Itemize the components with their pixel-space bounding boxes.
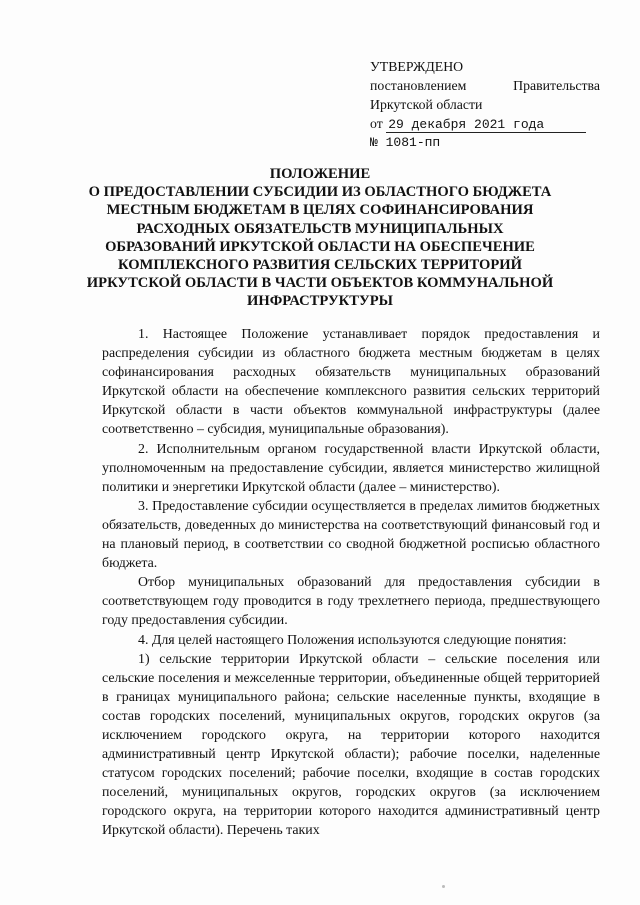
approval-date: 29 декабря 2021 года	[386, 117, 586, 133]
document-title	[60, 165, 580, 311]
approval-resolution-line	[370, 76, 600, 95]
paragraph-2: 2. Исполнительным органом государственной власти Иркутской области, уполномоченным на предоставление субсидии, является министерство жилищной политики и энергетики Иркутской области (далее – министерство).	[102, 441, 600, 495]
paragraph-1: 1. Настоящее Положение устанавливает порядок предоставления и распределения субсидии из областного бюджета местным бюджетам в целях софинансирования расходных обязательств муниципальных образований Иркутской области на обеспечение комплексного развития сельских территорий Иркутской области в части объектов коммунальной инфраструктуры (далее соответственно – субсидия, муниципальные образования).	[102, 327, 600, 438]
document-body	[102, 325, 600, 841]
title-line: МЕСТНЫМ БЮДЖЕТАМ В ЦЕЛЯХ СОФИНАНСИРОВАНИЯ	[106, 202, 534, 219]
scan-speck	[442, 885, 445, 888]
title-line: О ПРЕДОСТАВЛЕНИИ СУБСИДИИ ИЗ ОБЛАСТНОГО БЮДЖЕТА	[88, 184, 552, 201]
approval-region: Иркутской области	[370, 97, 483, 112]
title-line: ИНФРАСТРУКТУРЫ	[247, 293, 393, 310]
title-line: РАСХОДНЫХ ОБЯЗАТЕЛЬСТВ МУНИЦИПАЛЬНЫХ	[136, 220, 504, 237]
approval-number-sign: №	[370, 135, 378, 150]
title-line: ПОЛОЖЕНИЕ	[269, 166, 371, 182]
approval-date-line	[370, 114, 600, 133]
approval-block	[370, 57, 600, 152]
approval-number-line	[370, 133, 600, 152]
title-line: ИРКУТСКОЙ ОБЛАСТИ В ЧАСТИ ОБЪЕКТОВ КОММУНАЛЬНОЙ	[86, 275, 554, 292]
title-line: КОМПЛЕКСНОГО РАЗВИТИЯ СЕЛЬСКИХ ТЕРРИТОРИЙ	[117, 257, 523, 274]
title-line: ОБРАЗОВАНИЙ ИРКУТСКОЙ ОБЛАСТИ НА ОБЕСПЕЧЕНИЕ	[105, 238, 535, 255]
paragraph-4: 4. Для целей настоящего Положения используются следующие понятия:	[138, 632, 567, 648]
approval-date-prefix: от	[370, 116, 383, 131]
approval-number: 1081-пп	[385, 135, 441, 150]
approval-heading: УТВЕРЖДЕНО	[370, 59, 464, 74]
paragraph-3-selection: Отбор муниципальных образований для предоставления субсидии в соответствующем году проводится в году трехлетнего периода, предшествующего году предоставления субсидии.	[102, 575, 600, 629]
paragraph-3: 3. Предоставление субсидии осуществляется в пределах лимитов бюджетных обязательств, доведенных до министерства на соответствующий финансовый год и на плановый период, в соответствии со сводной бюджетной росписью областного бюджета.	[102, 498, 600, 572]
approval-government-word: Правительства	[513, 78, 600, 93]
approval-resolution-word: постановлением	[370, 78, 467, 93]
paragraph-4-item-1: 1) сельские территории Иркутской области – сельские поселения или сельские поселения и межселенные территории, объединенные общей территорией в границах муниципального района; сельские населенные пункты, входящие в состав городских поселений, муниципальных округов, городских округов (за исключением городского округа, на территории которого находится административный центр Иркутской области); рабочие поселки, наделенные статусом городских поселений; рабочие поселки, входящие в состав городских поселений, муниципальных округов, городских округов (за исключением городского округа, на территории которого находится административный центр Иркутской области). Перечень таких	[102, 651, 600, 839]
